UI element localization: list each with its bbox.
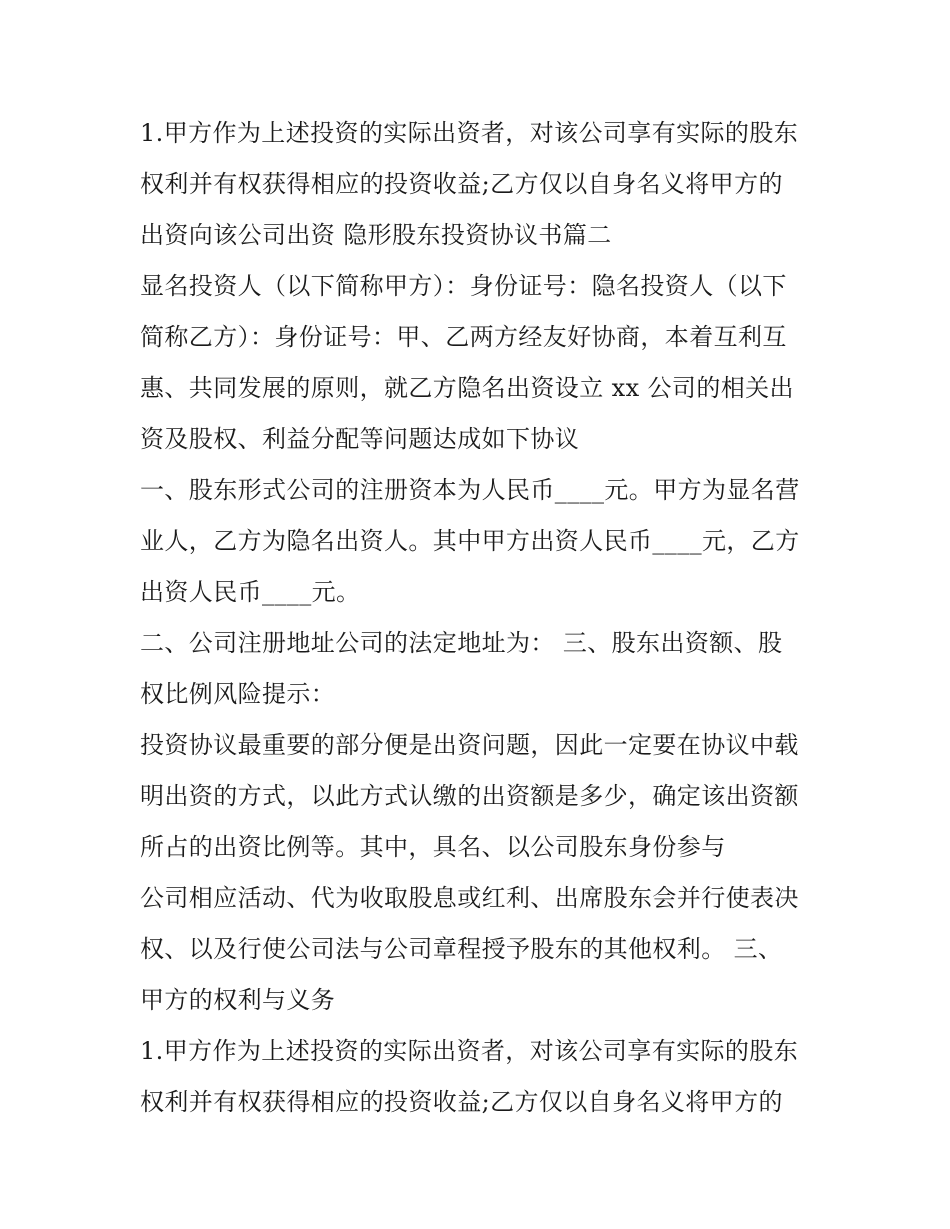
text-line: 公司相应活动、代为收取股息或红利、出席股东会并行使表决 [140,884,799,912]
text-line: 权利并有权获得相应的投资收益;乙方仅以自身名义将甲方的 [140,1088,783,1116]
text-line: 所占的出资比例等。其中，具名、以公司股东身份参与 [140,833,726,861]
text-line: 甲方的权利与义务 [140,986,336,1014]
text-line: 二、公司注册地址公司的法定地址为： 三、股东出资额、股 [140,629,783,657]
document-body [140,108,820,1128]
text-line: 1.甲方作为上述投资的实际出资者，对该公司享有实际的股东 [140,1037,799,1065]
text-line: 权比例风险提示： [140,680,336,708]
text-line: 出资人民币____元。 [140,578,361,606]
text-line: 出资向该公司出资 隐形股东投资协议书篇二 [140,221,612,249]
text-line: 资及股权、利益分配等问题达成如下协议 [140,425,580,453]
text-line: 权利并有权获得相应的投资收益;乙方仅以自身名义将甲方的 [140,170,783,198]
text-line: 业人，乙方为隐名出资人。其中甲方出资人民币____元，乙方 [140,527,800,555]
text-line: 投资协议最重要的部分便是出资问题，因此一定要在协议中载 [140,731,799,759]
text-line: 1.甲方作为上述投资的实际出资者，对该公司享有实际的股东 [140,119,799,147]
text-line: 惠、共同发展的原则，就乙方隐名出资设立 xx 公司的相关出 [140,374,794,402]
text-line: 简称乙方）：身份证号：甲、乙两方经友好协商，本着互利互 [140,323,787,351]
text-line: 一、股东形式公司的注册资本为人民币____元。甲方为显名营 [140,476,800,504]
text-line: 明出资的方式，以此方式认缴的出资额是多少，确定该出资额 [140,782,799,810]
text-line: 权、以及行使公司法与公司章程授予股东的其他权利。 三、 [140,935,783,963]
text-line: 显名投资人（以下简称甲方）：身份证号：隐名投资人（以下 [140,272,787,300]
